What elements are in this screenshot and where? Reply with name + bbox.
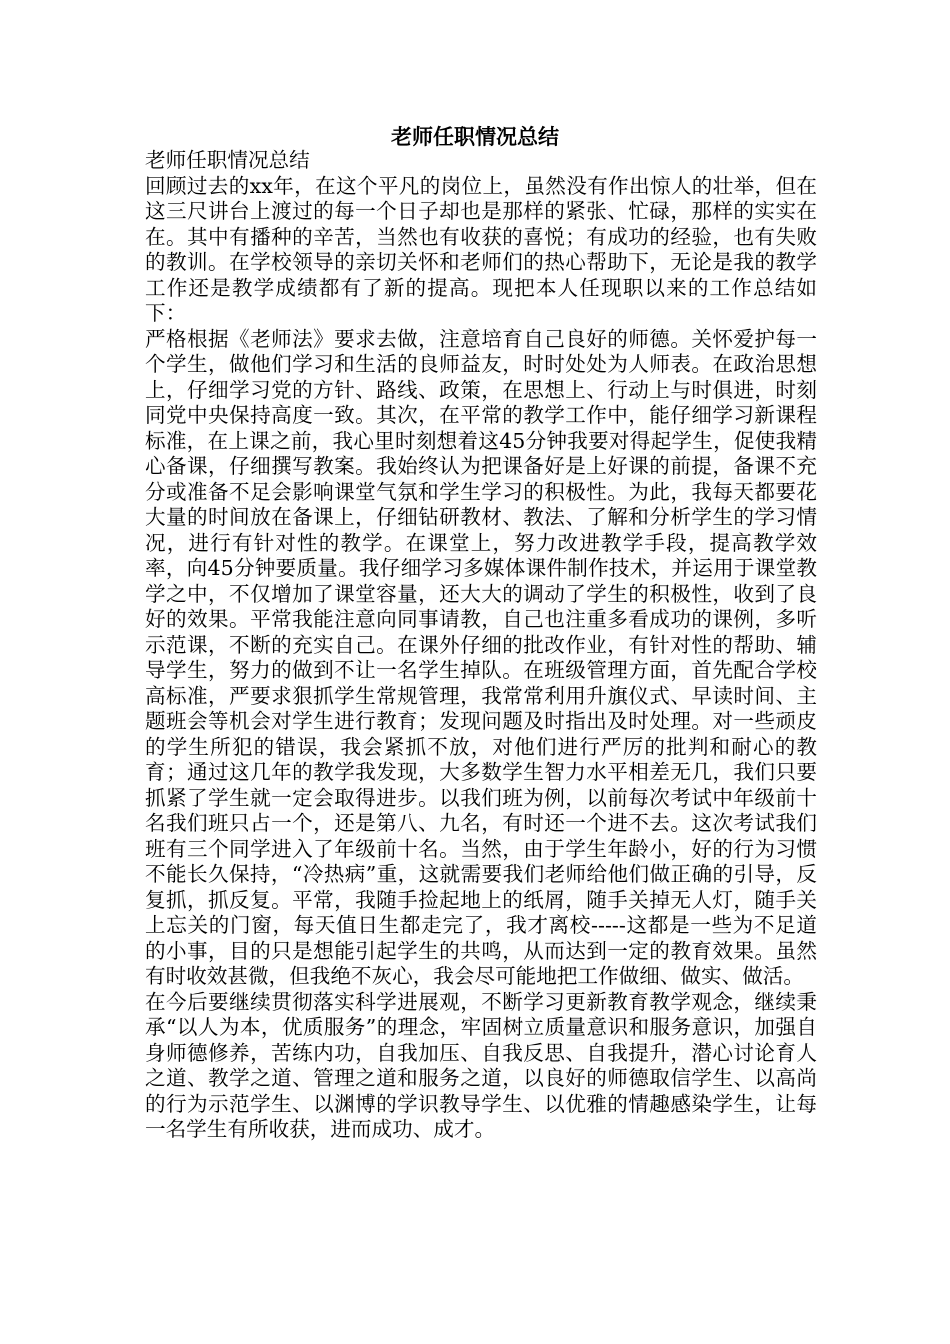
subtitle-paragraph: 老师任职情况总结: [145, 148, 310, 172]
main-paragraph: 严格根据《老师法》要求去做，注意培育自己良好的师德。关怀爱护每一个学生，做他们学习和生活的良师益友，时时处处为人师表。在政治思想上，仔细学习党的方针、路线、政策，在思想上、行动上与时俱进，时刻同党中央保持高度一致。其次，在平常的教学工作中，能仔细学习新课程标准，在上课之前，我心里时刻想着这45分钟我要对得起学生，促使我精心备课，仔细撰写教案。我始终认为把课备好是上好课的前提，备课不充分或准备不足会影响课堂气氛和学生学习的积极性。为此，我每天都要花大量的时间放在备课上，仔细钻研教材、教法、了解和分析学生的学习情况，进行有针对性的教学。在课堂上，努力改进教学手段，提高教学效率，向45分钟要质量。我仔细学习多媒体课件制作技术，并运用于课堂教学之中，不仅增加了课堂容量，还大大的调动了学生的积极性，收到了良好的效果。平常我能注意向同事请教，自己也注重多看成功的课例，多听示范课，不断的充实自己。在课外仔细的批改作业，有针对性的帮助、辅导学生，努力的做到不让一名学生掉队。在班级管理方面，首先配合学校高标准，严要求狠抓学生常规管理，我常常利用升旗仪式、早读时间、主题班会等机会对学生进行教育；发现问题及时指出及时处理。对一些顽皮的学生所犯的错误，我会紧抓不放，对他们进行严厉的批判和耐心的教育；通过这几年的教学我发现，大多数学生智力水平相差无几，我们只要抓紧了学生就一定会取得进步。以我们班为例，以前每次考试中年级前十名我们班只占一个，还是第八、九名，有时还一个进不去。这次考试我们班有三个同学进入了年级前十名。当然，由于学生年龄小，好的行为习惯不能长久保持，“冷热病”重，这就需要我们老师给他们做正确的引导，反复抓，抓反复。平常，我随手捡起地上的纸屑，随手关掉无人灯，随手关上忘关的门窗，每天值日生都走完了，我才离校-----这都是一些为不足道的小事，目的只是想能引起学生的共鸣，从而达到一定的教育效果。虽然有时收效甚微，但我绝不灰心，我会尽可能地把工作做细、做实、做活。: [145, 326, 817, 988]
intro-paragraph: 回顾过去的xx年，在这个平凡的岗位上，虽然没有作出惊人的壮举，但在这三尺讲台上渡过的每一个日子却也是那样的紧张、忙碌，那样的实实在在。其中有播种的辛苦，当然也有收获的喜悦；有成功的经验，也有失败的教训。在学校领导的亲切关怀和老师们的热心帮助下，无论是我的教学工作还是教学成绩都有了新的提高。现把本人任现职以来的工作总结如下：: [145, 173, 817, 325]
document-title: 老师任职情况总结: [391, 125, 559, 149]
document-body: [145, 148, 817, 1143]
closing-paragraph: 在今后要继续贯彻落实科学进展观，不断学习更新教育教学观念，继续秉承“以人为本，优质服务”的理念，牢固树立质量意识和服务意识，加强自身师德修养，苦练内功，自我加压、自我反思、自我提升，潜心讨论育人之道、教学之道、管理之道和服务之道，以良好的师德取信学生、以高尚的行为示范学生、以渊博的学识教导学生、以优雅的情趣感染学生，让每一名学生有所收获，进而成功、成才。: [145, 989, 817, 1141]
